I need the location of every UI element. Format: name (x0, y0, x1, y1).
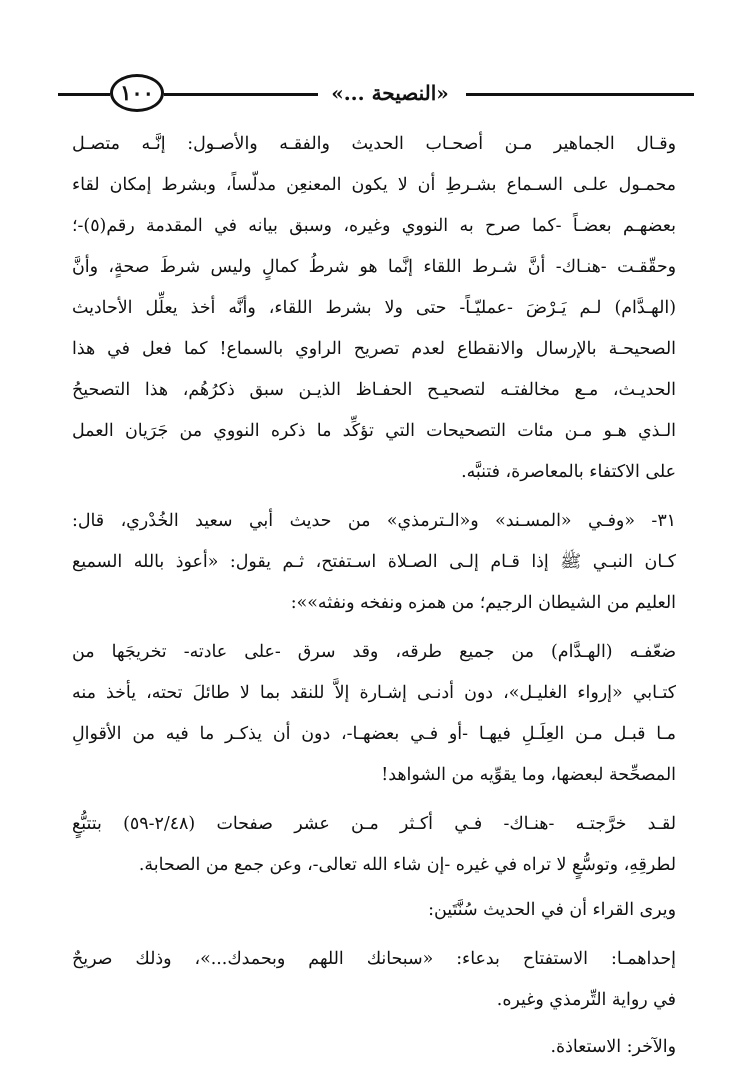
text-line: ضعّفـه (الهـدَّام) من جميع طرقه، وقد سرق -على عادته- تخريجَها من (72, 642, 676, 662)
paragraph-gap (72, 624, 676, 632)
text-line: لقـد خرَّجتـه -هنـاك- فـي أكـثر مـن عشر صفحات (٢/٤٨-٥٩) بتتبُّعٍ (72, 814, 676, 834)
header-rule-left (58, 93, 110, 96)
paragraph (72, 890, 676, 931)
paragraph-gap (72, 931, 676, 939)
header-rule-right (466, 93, 694, 96)
paragraph (72, 939, 676, 1021)
paragraph (72, 501, 676, 624)
text-line: ٣١- «وفـي «المسـند» و«الـترمذي» من حديث أبي سعيد الخُدْري، قال: (72, 511, 676, 531)
text-line: كتـابي «إرواء الغليـل»، دون أدنـى إشـارة إلاَّ للنقد بما لا طائلَ تحته، يأخذ منه (72, 683, 676, 703)
text-line: ويرى القراء أن في الحديث سُنَّتَين: (428, 900, 676, 920)
text-line: (الهـدَّام) لـم يَـرْضَ -عمليّـاً- حتى ولا بشرط اللقاء، وأنَّه أخذ يعلِّل الأحاديث (72, 298, 676, 318)
text-line: كـان النبـي ﷺ إذا قـام إلـى الصـلاة اسـتفتح، ثـم يقول: «أعوذ بالله السميع (72, 552, 676, 572)
text-line: والآخر: الاستعاذة. (550, 1037, 676, 1057)
text-line: على الاكتفاء بالمعاصرة، فتنبَّه. (461, 462, 676, 482)
text-line: لطرقِهِ، وتوسُّعٍ لا تراه في غيره -إن شاء الله تعالى-، وعن جمع من الصحابة. (138, 855, 676, 875)
text-line: إحداهمـا: الاستفتاح بدعاء: «سبحانك اللهم وبحمدك...»، وذلك صريحٌ (72, 949, 676, 969)
paragraph (72, 804, 676, 886)
text-line: الحديـث، مـع مخالفتـه لتصحيـح الحفـاظ الذيـن سبق ذكرُهُم، هذا التصحيحُ (72, 380, 676, 400)
paragraph (72, 124, 676, 493)
text-line: العليم من الشيطان الرجيم؛ من همزه ونفخه ونفثه»»: (290, 593, 676, 613)
text-line: بعضهـم بعضـاً -كما صرح به النووي وغيره، وسبق بيانه في المقدمة رقم(٥)-؛ (72, 216, 676, 236)
text-line: وقـال الجماهير مـن أصحـاب الحديث والفقـه والأصـول: إنَّـه متصـل (72, 134, 676, 154)
text-line: مـا قبـل مـن العِلَـلِ فيهـا -أو فـي بعضهـا-، دون أن يذكـر ما فيه من الأقوالِ (72, 724, 676, 744)
text-line: المصحِّحة لبعضها، وما يقوِّيه من الشواهد! (381, 765, 676, 785)
page-header (58, 66, 694, 116)
paragraph (72, 1027, 676, 1068)
paragraph-gap (72, 493, 676, 501)
text-line: وحقّقـت -هنـاك- أنَّ شـرط اللقاء إنَّما هو شرطُ كمالٍ وليس شرطَ صحةٍ، وأنَّ (72, 257, 676, 277)
running-title: «النصيحة ...» (331, 81, 449, 105)
header-rule-middle (164, 93, 318, 96)
page-number: ١٠٠ (110, 74, 164, 112)
text-line: الـذي هـو مـن مئات التصحيحات التي تؤكِّد ما ذكره النووي من جَرَيان العمل (72, 421, 676, 441)
page-body (72, 124, 676, 1068)
paragraph (72, 632, 676, 796)
text-line: في رواية التِّرمذي وغيره. (496, 990, 676, 1010)
text-line: محمـول علـى السـماع بشـرطِ أن لا يكون المعنعِن مدلّساً، وبشرط إمكان لقاء (72, 175, 676, 195)
text-line: الصحيحـة بالإرسال والانقطاع لعدم تصريح الراوي بالسماع! كما فعل في هذا (72, 339, 676, 359)
paragraph-gap (72, 796, 676, 804)
